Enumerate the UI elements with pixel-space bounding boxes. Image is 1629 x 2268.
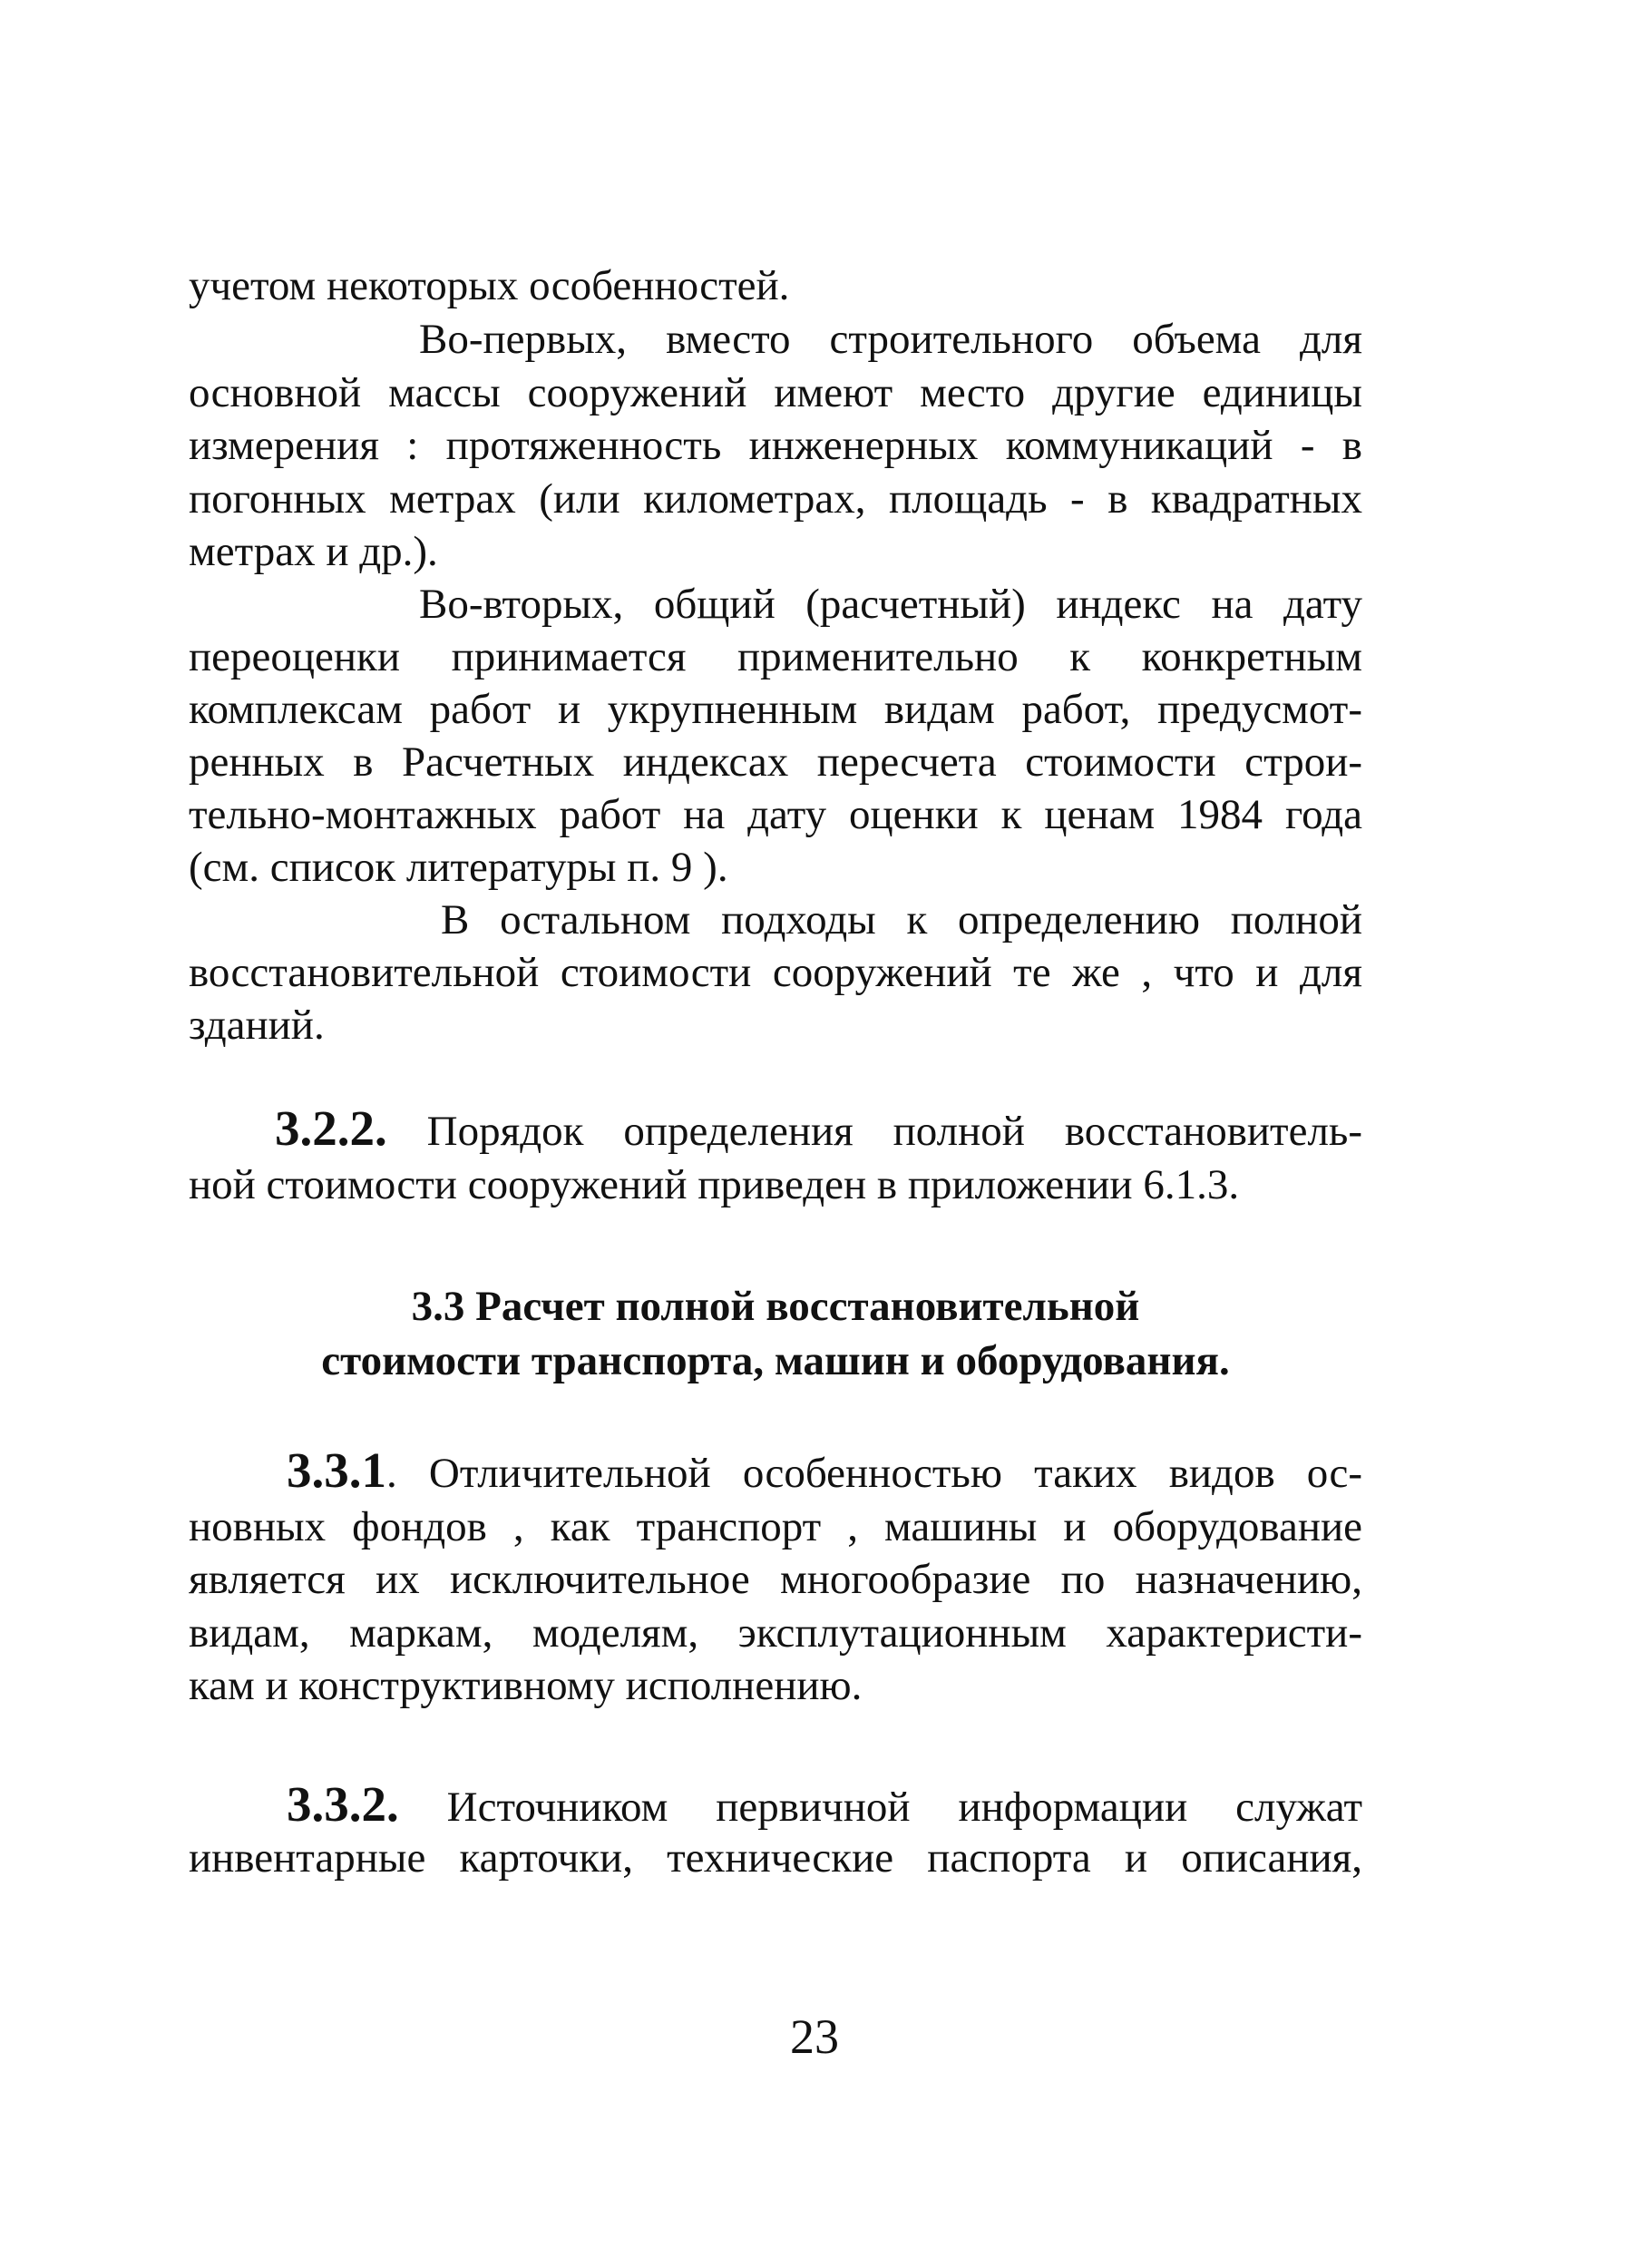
text-line: Во-первых, вместо строительного объема для <box>419 316 1362 363</box>
text-line: Во-вторых, общий (расчетный) индекс на дату <box>419 581 1362 628</box>
text-line: кам и конструктивному исполнению. <box>189 1662 863 1709</box>
text-line: В остальном подходы к определению полной <box>441 896 1362 943</box>
text-line: новных фондов , как транспорт , машины и оборудование <box>189 1503 1362 1550</box>
text-line: основной массы сооружений имеют место другие единицы <box>189 369 1362 416</box>
text-line: комплексам работ и укрупненным видам работ, предусмот- <box>189 686 1362 733</box>
text-line: видам, маркам, моделям, эксплутационным характеристи- <box>189 1609 1362 1657</box>
section-3-3-2-line <box>189 1776 1362 1833</box>
text-line: зданий. <box>189 1002 325 1049</box>
page-number: 23 <box>790 2009 839 2064</box>
section-heading: стоимости транспорта, машин и оборудования. <box>321 1337 1230 1384</box>
text-line: восстановительной стоимости сооружений те же , что и для <box>189 949 1362 996</box>
section-text: Источником первичной информации служат <box>398 1784 1362 1831</box>
text-line: является их исключительное многообразие по назначению, <box>189 1556 1362 1603</box>
text-line: учетом некоторых особенностей. <box>189 262 790 309</box>
text-line: метрах и др.). <box>189 528 438 575</box>
text-line: измерения : протяженность инженерных коммуникаций - в <box>189 422 1362 469</box>
section-number: 3.2.2. <box>275 1100 387 1156</box>
section-heading: 3.3 Расчет полной восстановительной <box>411 1283 1140 1330</box>
section-number: 3.3.1 <box>287 1442 386 1498</box>
text-line: погонных метрах (или километрах, площадь - в квадратных <box>189 475 1362 523</box>
section-3-2-2-line <box>189 1100 1362 1157</box>
section-text: . Отличительной особенностью таких видов ос- <box>386 1450 1362 1497</box>
text-line: переоценки принимается применительно к конкретным <box>189 633 1362 680</box>
text-line: ной стоимости сооружений приведен в приложении 6.1.3. <box>189 1161 1240 1208</box>
section-number: 3.3.2. <box>287 1776 399 1832</box>
text-line: (см. список литературы п. 9 ). <box>189 844 728 891</box>
text-line: инвентарные карточки, технические паспорта и описания, <box>189 1834 1362 1882</box>
text-line: тельно-монтажных работ на дату оценки к ценам 1984 года <box>189 791 1362 838</box>
text-line: ренных в Расчетных индексах пересчета стоимости строи- <box>189 738 1362 786</box>
section-text: Порядок определения полной восстановитель- <box>386 1108 1362 1155</box>
section-3-3-1-line <box>189 1442 1362 1499</box>
